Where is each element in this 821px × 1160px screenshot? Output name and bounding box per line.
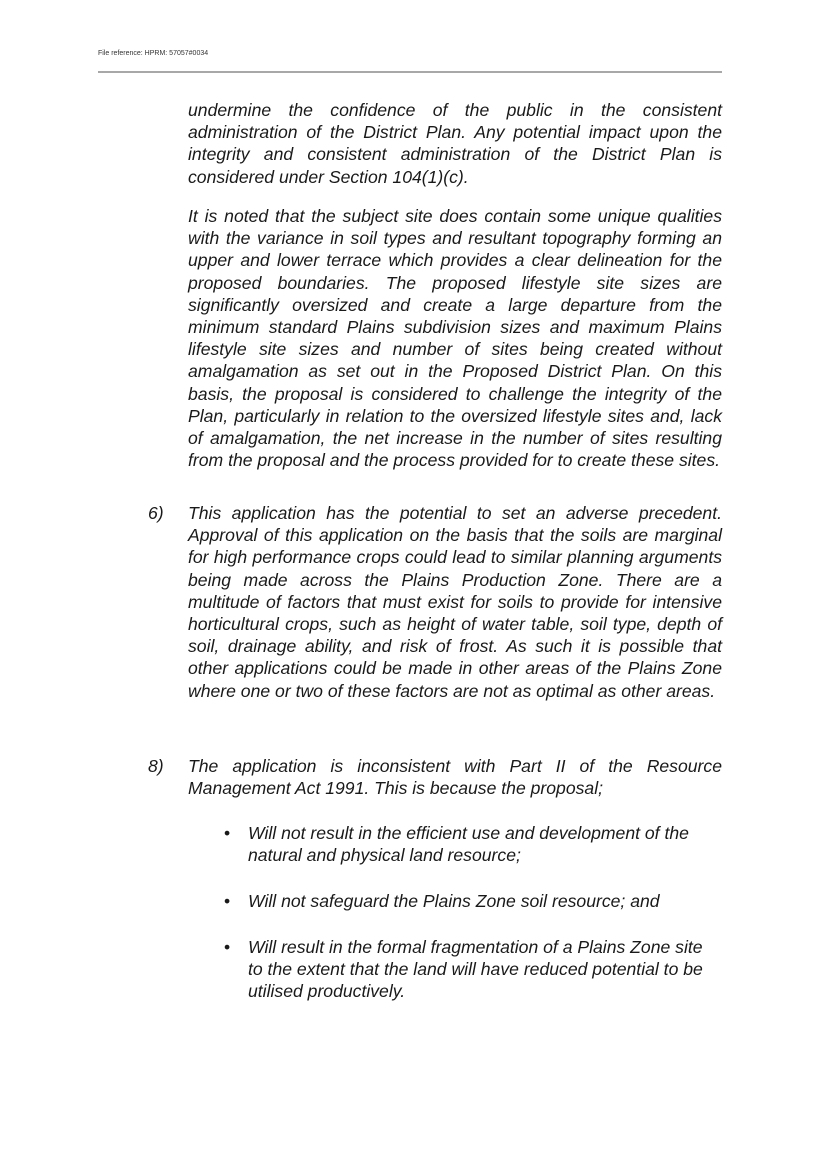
- paragraph-continuation: undermine the confidence of the public in the consistent administration of the District Plan. Any potential impact upon the integrity and consistent administration of the District Plan is considered under Section 104(1)(c).: [188, 100, 722, 187]
- bullet-point: •: [224, 891, 231, 911]
- paragraph-subject-site: It is noted that the subject site does contain some unique qualities with the variance in soil types and resultant topography forming an upper and lower terrace which provides a clear delineation for the proposed boundaries. The proposed lifestyle site sizes are significantly oversized and create a large departure from the minimum standard Plains subdivision sizes and maximum Plains lifestyle site sizes and number of sites being created without amalgamation as set out in the Proposed District Plan. On this basis, the proposal is considered to challenge the integrity of the Plan, particularly in relation to the oversized lifestyle sites and, lack of amalgamation, the net increase in the number of sites resulting from the proposal and the process provided for to create these sites.: [188, 206, 722, 471]
- bullet-point: •: [224, 823, 231, 843]
- item-text-6: This application has the potential to set an adverse precedent. Approval of this application on the basis that the soils are marginal for high performance crops could lead to similar planning arguments being made across the Plains Production Zone. There are a multitude of factors that must exist for soils to provide for intensive horticultural crops, such as height of water table, soil type, depth of soil, drainage ability, and risk of frost. As such it is possible that other applications could be made in other areas of the Plains Zone where one or two of these factors are not as optimal as other areas.: [188, 503, 722, 701]
- bullet-safeguard-soil: Will not safeguard the Plains Zone soil resource; and: [248, 891, 660, 911]
- item-number-6: 6): [148, 503, 164, 523]
- item-number-8: 8): [148, 756, 164, 776]
- bullet-efficient-use: Will not result in the efficient use and development of the natural and physical land resource;: [248, 823, 689, 866]
- file-reference: File reference: HPRM: 57057#0034: [98, 50, 209, 57]
- bullet-point: •: [224, 937, 231, 957]
- header-divider: [98, 71, 722, 73]
- item-text-8: The application is inconsistent with Part II of the Resource Management Act 1991. This is because the proposal;: [188, 756, 722, 799]
- bullet-fragmentation: Will result in the formal fragmentation of a Plains Zone site to the extent that the land will have reduced potential to be utilised productively.: [248, 937, 703, 1002]
